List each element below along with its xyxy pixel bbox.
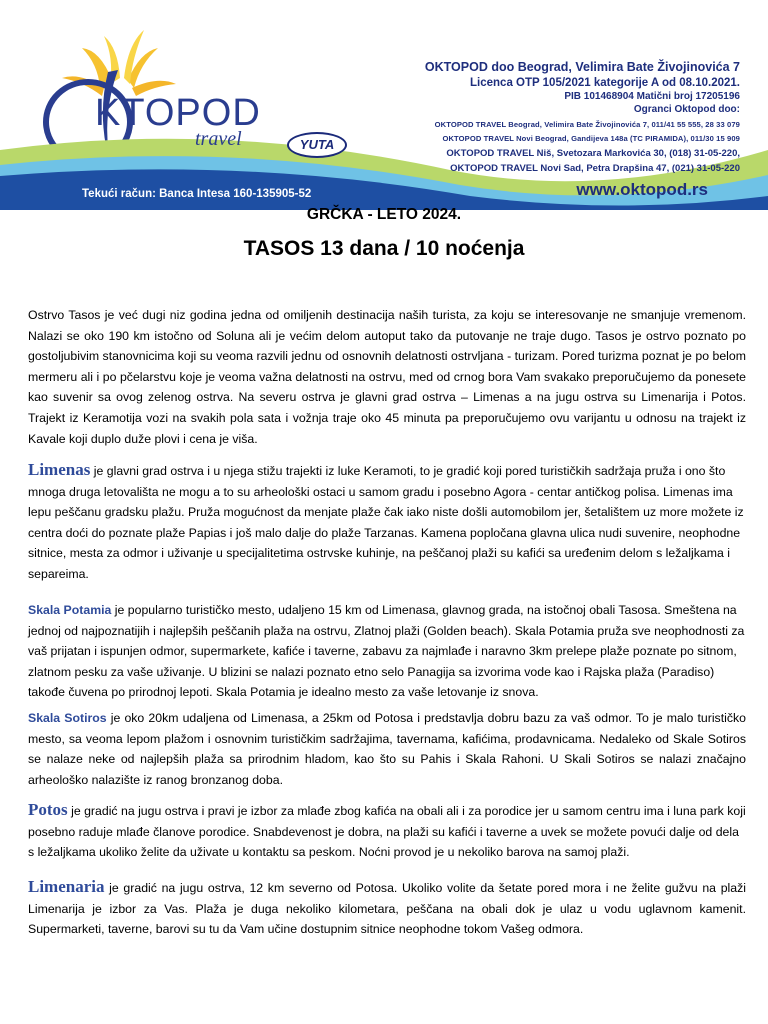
website-link[interactable]: www.oktopod.rs: [576, 180, 708, 199]
office-beograd: OKTOPOD TRAVEL Beograd, Velimira Bate Živojinovića 7, 011/41 55 555, 28 33 079: [434, 120, 740, 129]
section-text: je gradić na jugu ostrva, 12 km severno od Potosa. Ukoliko volite da šetate pored mora i ne želite gužvu na plaži Limenarija je izbor za Vas. Plaža je duga nekoliko kilometara, peščana na obali dok je ulaz u vodu uglavnom kamenit. Supermarketi, taverne, barovi su tu da Vam učine dostupnim sitnice neophodne tokom Vašeg odmora.: [28, 881, 746, 937]
company-info: [425, 60, 740, 178]
section-heading: Limenas: [28, 460, 91, 479]
section-potos: [28, 800, 746, 863]
section-text: je gradić na jugu ostrva i pravi je izbor za mlađe zbog kafića na obali ali i za porodice jer u samom centru ima i luna park koji posebno raduje mlađe članove porodice. Snabdevenost je dobra, na plaži su kafići i taverne a uvek se možete povući dalje od dela s ležaljkama ukoliko želite da uživate u kontaktu sa peskom. Noćni provod je u nekoliko barova na samoj plaži.: [28, 804, 746, 860]
logo-text: KTOPOD: [95, 92, 261, 134]
section-heading: Skala Potamia: [28, 603, 112, 617]
section-heading: Potos: [28, 800, 68, 819]
licence-line: Licenca OTP 105/2021 kategorije A od 08.10.2021.: [470, 77, 740, 89]
company-line: OKTOPOD doo Beograd, Velimira Bate Živojinovića 7: [424, 60, 740, 74]
office-nis: OKTOPOD TRAVEL Niš, Svetozara Markovića 30, (018) 31-05-220,: [446, 148, 740, 159]
section-skala-sotiros: [28, 708, 746, 790]
yuta-badge: YUTA: [287, 132, 347, 158]
section-skala-potamia: [28, 600, 746, 703]
section-heading: Skala Sotiros: [28, 711, 107, 725]
office-novi-beograd: OKTOPOD TRAVEL Novi Beograd, Gandijeva 148a (TC PIRAMIDA), 011/30 15 909: [442, 134, 740, 143]
pib-line: PIB 101468904 Matični broj 17205196: [564, 91, 740, 102]
sun-icon: [62, 30, 176, 96]
intro-paragraph: Ostrvo Tasos je već dugi niz godina jedna od omiljenih destinacija naših turista, za koju se interesovanje ne smanjuje vremenom. Nalazi se oko 190 km istočno od Soluna ali je većim delom autoput tako da putovanje ne traje dugo. Tasos je ostrvo poznato po gostoljubivim stanovnicima koji su veoma razvili jednu od osnovnih delatnosti ostrvljana - turizam. Pored turizma poznat je po belom mermeru ali i po pčelarstvu koje je veoma važna delatnosti na ostrvu, med od crnog bora Vam svakako preporučujemo da ponesete kao suvenir sa ovog zelenog ostrva. Na severu ostrva je glavni grad ostrva – Limenas a na jugu ostrva su Limenarija i Potos. Trajekt iz Keramotija vozi na svakih pola sata i vožnja traje oko 45 minuta pa preporučujemo ovu varijantu u odnosu na trajekt iz Kavale koji duplo duže plovi i cena je viša.: [28, 308, 746, 446]
section-text: je oko 20km udaljena od Limenasa, a 25km od Potosa i predstavlja dobru bazu za vaš odmor. To je malo turističko mesto, sa veoma lepom plažom i osnovnim turističkim sadržajima, tavernama, kafićima, prodavnicama. Nedaleko od Skale Sotiros se nalaze neke od najlepših plaža sa prirodnim hladom, kao što su Pahis i Skala Rahoni. U Skali Sotiros se nalazi značajno arheološko nalazište iz ranog bronzanog doba.: [28, 711, 746, 787]
page-title: TASOS 13 dana / 10 noćenja: [243, 237, 525, 260]
bank-account: Tekući račun: Banca Intesa 160-135905-52: [82, 188, 312, 200]
section-text: je popularno turističko mesto, udaljeno 15 km od Limenasa, glavnog grada, na istočnoj obali Tasosa. Smeštena na jednoj od najpoznatijih i najlepših peščanih plaža na ostrvu, Zlatnoj plaži (Golden beach). Skala Potamia pruža sve neophodnosti za vaš prijatan i ispunjen odmor, supermarkete, kafiće i taverne, zabavu za najmlađe i naravno 3km prelepe plaže poznate po sitnom, zlatnom pesku za vaše uživanje. U blizini se nalazi poznato etno selo Panagija sa izvorima vode kao i Rajska plaža (Paradiso) takođe čuvena po prirodnoj lepoti. Skala Potamia je idealno mesto za vaše letovanje iz snova.: [28, 603, 745, 700]
section-limenas: [28, 460, 746, 585]
section-limenaria: [28, 877, 746, 940]
offices-title: Ogranci Oktopod doo:: [633, 104, 740, 115]
season-heading: GRČKA - LETO 2024.: [306, 206, 462, 223]
office-novi-sad: OKTOPOD TRAVEL Novi Sad, Petra Drapšina 47, (021) 31-05-220: [450, 163, 740, 174]
section-text: je glavni grad ostrva i u njega stižu trajekti iz luke Keramoti, to je gradić koji pored turističkih sadržaja pruža i ono što mnoga druga letovališta ne mogu a to su arheološki ostaci u samom gradu i posebno Agora - centar antičkog polisa. Limenas ima lepu peščanu gradsku plažu. Pruža mogućnost da menjate plaže čak iako niste došli automobilom jer, šetalištem uz more možete iz centra doći do poznate plaže Papias i još malo dalje do plaže Tarzanas. Kamena popločana glavna ulica nudi suvenire, neophodne sitnice, mesta za odmor i uživanje u specijalitetima ostrvske kuhinje, na peščanoj plaži su kafići sa uređenim delom s ležaljkama i separeima.: [28, 464, 744, 581]
logo-subtitle: travel: [195, 128, 242, 150]
letterhead: [0, 0, 768, 210]
section-heading: Limenaria: [28, 877, 105, 896]
